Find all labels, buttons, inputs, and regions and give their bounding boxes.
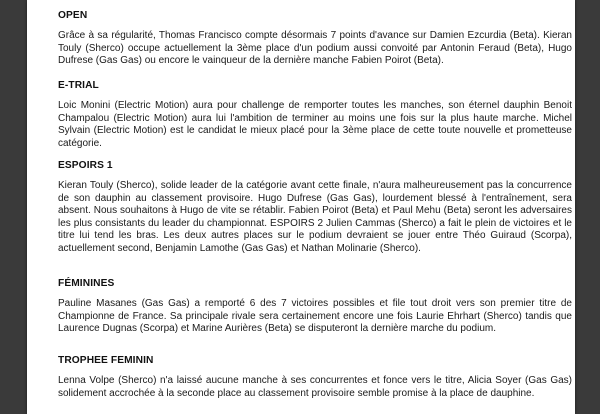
section-heading: OPEN [58, 10, 88, 21]
section-paragraph: Lenna Volpe (Sherco) n'a laissé aucune manche à ses concurrentes et fonce vers le titre, Alicia Soyer (Gas Gas) solidement accrochée à la seconde place au classement provisoire semble promise à la place de dauphine. [58, 375, 572, 399]
section-espoirs-1 [58, 160, 572, 256]
section-paragraph: Pauline Masanes (Gas Gas) a remporté 6 des 7 victoires possibles et file tout droit vers son premier titre de Championne de France. Sa principale rivale sera certainement encore une fois Laurie Ehrhart (Sherco) tandis que Laurence Dugnas (Scorpa) et Marine Aurières (Beta) se disputeront la dernière marche du podium. [58, 298, 572, 335]
section-e-trial [58, 80, 572, 150]
section-heading: ESPOIRS 1 [58, 160, 113, 171]
section-open [58, 10, 572, 68]
section-heading: E-TRIAL [58, 80, 99, 91]
section-paragraph: Kieran Touly (Sherco), solide leader de la catégorie avant cette finale, n'aura malheureusement pas la concurrence de son dauphin au classement provisoire. Hugo Dufrese (Gas Gas), lourdement blessé à l'entraînement, sera absent. Nous souhaitons à Hugo de vite se rétablir. Fabien Poirot (Beta) et Paul Mehu (Beta) seront les adversaires les plus consistants du leader du championnat. ESPOIRS 2 Julien Cammas (Sherco) a fait le plein de victoires et le titre lui tend les bras. Les deux autres places sur le podium devraient se jouer entre Théo Guiraud (Scorpa), actuellement second, Benjamin Lamothe (Gas Gas) et Nathan Molinarie (Sherco). [58, 180, 572, 254]
section-paragraph: Loic Monini (Electric Motion) aura pour challenge de remporter toutes les manches, son éternel dauphin Benoit Champalou (Electric Motion) aura lui l'ambition de terminer au moins une fois sur la plus haute marche. Michel Sylvain (Electric Motion) est le candidat le mieux placé pour la 3ème place de cette toute nouvelle et prometteuse catégorie. [58, 100, 572, 149]
section-trophee-feminin [58, 355, 572, 400]
section-heading: TROPHEE FEMININ [58, 355, 154, 366]
section-feminines [58, 278, 572, 336]
section-heading: FÉMININES [58, 278, 115, 289]
document-page [27, 0, 575, 414]
section-paragraph: Grâce à sa régularité, Thomas Francisco compte désormais 7 points d'avance sur Damien Ezcurdia (Beta). Kieran Touly (Sherco) occupe actuellement la 3ème place d'un podium aussi convoité par Antonin Feraud (Beta), Hugo Dufrese (Gas Gas) ou encore le vainqueur de la dernière manche Fabien Poirot (Beta). [58, 30, 572, 67]
